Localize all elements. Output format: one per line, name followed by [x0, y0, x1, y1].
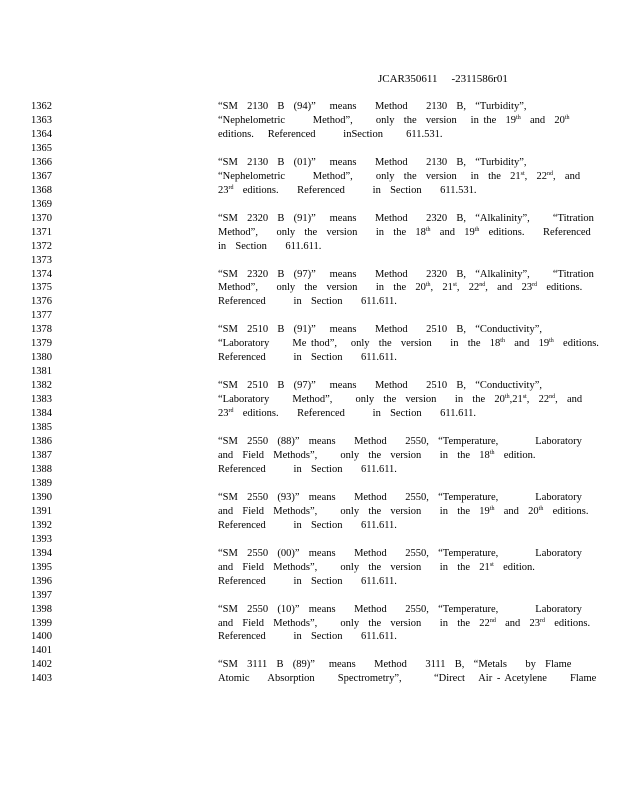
line-number: 1389 [31, 477, 52, 489]
line-text: “SM 2550 (10)” means Method 2550, “Temperature, Laboratory [218, 603, 582, 615]
line-text: and Field Methods”, only the version in the 21st edition. [218, 561, 535, 573]
line-number: 1403 [31, 673, 52, 685]
line-number: 1368 [31, 184, 52, 196]
document-line [0, 156, 618, 170]
document-line [0, 351, 618, 365]
line-number: 1367 [31, 170, 52, 182]
line-number: 1396 [31, 575, 52, 587]
line-number: 1399 [31, 617, 52, 629]
line-text: in Section 611.611. [218, 240, 322, 252]
document-line [0, 658, 618, 672]
line-text: Referenced in Section 611.611. [218, 631, 397, 643]
document-line [0, 170, 618, 184]
line-number: 1370 [31, 212, 52, 224]
document-line [0, 533, 618, 547]
document-line [0, 212, 618, 226]
document-line [0, 463, 618, 477]
document-line [0, 240, 618, 254]
document-line [0, 184, 618, 198]
document-line [0, 268, 618, 282]
document-line [0, 477, 618, 491]
document-line [0, 672, 618, 686]
line-text: Atomic Absorption Spectrometry”, “Direct Air - Acetylene Flame [218, 673, 597, 685]
line-text: editions. Referenced inSection 611.531. [218, 128, 443, 140]
line-number: 1383 [31, 394, 52, 406]
line-text: “SM 2510 B (97)” means Method 2510 B, “Conductivity”, [218, 380, 543, 392]
document-line [0, 379, 618, 393]
line-number: 1385 [31, 422, 52, 434]
line-number: 1386 [31, 436, 52, 448]
line-text: “Laboratory Method”, only the version in the 20th,21st, 22nd, and [218, 394, 583, 406]
document-line [0, 603, 618, 617]
line-number: 1369 [31, 198, 52, 210]
line-number: 1391 [31, 505, 52, 517]
line-number: 1398 [31, 603, 52, 615]
document-line [0, 589, 618, 603]
line-number: 1362 [31, 101, 52, 112]
document-line [0, 630, 618, 644]
line-text: “SM 2320 B (97)” means Method 2320 B, “Alkalinity”, “Titration [218, 268, 594, 280]
document-line [0, 435, 618, 449]
line-text: “SM 2510 B (91)” means Method 2510 B, “Conductivity”, [218, 324, 543, 336]
document-line [0, 142, 618, 156]
document-code: -2311586r01 [451, 73, 508, 85]
document-line [0, 198, 618, 212]
document-line [0, 575, 618, 589]
line-text: Referenced in Section 611.611. [218, 352, 397, 364]
line-number: 1401 [31, 645, 52, 657]
line-number: 1373 [31, 254, 52, 266]
line-number: 1400 [31, 631, 52, 643]
line-text: “SM 2550 (93)” means Method 2550, “Temperature, Laboratory [218, 491, 582, 503]
document-line [0, 421, 618, 435]
document-line [0, 407, 618, 421]
line-number: 1393 [31, 533, 52, 545]
line-number: 1402 [31, 659, 52, 671]
page-header [378, 73, 508, 85]
line-text: Referenced in Section 611.611. [218, 463, 397, 475]
document-line [0, 128, 618, 142]
line-text: “SM 2320 B (91)” means Method 2320 B, “Alkalinity”, “Titration [218, 212, 594, 224]
document-line [0, 561, 618, 575]
line-number: 1382 [31, 380, 52, 392]
document-line [0, 547, 618, 561]
line-number: 1394 [31, 547, 52, 559]
line-number: 1375 [31, 282, 52, 294]
document-line [0, 617, 618, 631]
document-line [0, 519, 618, 533]
line-number: 1364 [31, 128, 52, 140]
line-text: “SM 2550 (88)” means Method 2550, “Temperature, Laboratory [218, 436, 582, 448]
line-number: 1372 [31, 240, 52, 252]
line-text: and Field Methods”, only the version in the 22nd and 23rd editions. [218, 617, 591, 629]
line-number: 1377 [31, 310, 52, 322]
document-line [0, 114, 618, 128]
line-number: 1365 [31, 142, 52, 154]
line-number: 1392 [31, 519, 52, 531]
line-text: “SM 2130 B (01)” means Method 2130 B, “Turbidity”, [218, 156, 527, 168]
line-number: 1378 [31, 324, 52, 336]
document-line [0, 295, 618, 309]
line-number: 1390 [31, 491, 52, 503]
line-number: 1376 [31, 296, 52, 308]
line-number: 1374 [31, 268, 52, 280]
line-text: “SM 2130 B (94)” means Method 2130 B, “Turbidity”, [218, 101, 527, 112]
line-text: Referenced in Section 611.611. [218, 519, 397, 531]
line-text: “SM 3111 B (89)” means Method 3111 B, “Metals by Flame [218, 659, 572, 671]
line-number: 1380 [31, 352, 52, 364]
line-number: 1397 [31, 589, 52, 601]
line-number: 1384 [31, 408, 52, 420]
document-line [0, 254, 618, 268]
line-text: “Laboratory Me thod”, only the version in the 18th and 19th editions. [218, 338, 599, 350]
line-number: 1366 [31, 156, 52, 168]
line-text: and Field Methods”, only the version in the 19th and 20th editions. [218, 505, 589, 517]
line-number: 1388 [31, 463, 52, 475]
line-text: “Nephelometric Method”, only the version in the 21st, 22nd, and [218, 170, 581, 182]
line-text: Method”, only the version in the 18th and 19th editions. Referenced [218, 226, 591, 238]
document-line [0, 644, 618, 658]
line-number: 1363 [31, 114, 52, 126]
line-number: 1379 [31, 338, 52, 350]
line-text: “Nephelometric Method”, only the version in the 19th and 20th [218, 114, 570, 126]
document-line [0, 226, 618, 240]
line-text: Referenced in Section 611.611. [218, 296, 397, 308]
document-line [0, 309, 618, 323]
document-line [0, 281, 618, 295]
line-text: 23rd editions. Referenced in Section 611.531. [218, 184, 477, 196]
document-line [0, 505, 618, 519]
line-text: and Field Methods”, only the version in the 18th edition. [218, 450, 536, 461]
document-line [0, 491, 618, 505]
line-text: “SM 2550 (00)” means Method 2550, “Temperature, Laboratory [218, 547, 582, 559]
line-number: 1395 [31, 561, 52, 573]
document-line [0, 100, 618, 114]
document-id: JCAR350611 [378, 73, 438, 85]
line-number: 1371 [31, 226, 52, 238]
document-line [0, 449, 618, 463]
document-line [0, 323, 618, 337]
line-text: Method”, only the version in the 20th, 21st, 22nd, and 23rd editions. [218, 282, 583, 294]
document-line [0, 337, 618, 351]
document-line [0, 393, 618, 407]
line-number: 1387 [31, 450, 52, 461]
line-text: Referenced in Section 611.611. [218, 575, 397, 587]
document-line [0, 365, 618, 379]
line-text: 23rd editions. Referenced in Section 611.611. [218, 408, 477, 420]
line-number: 1381 [31, 366, 52, 378]
